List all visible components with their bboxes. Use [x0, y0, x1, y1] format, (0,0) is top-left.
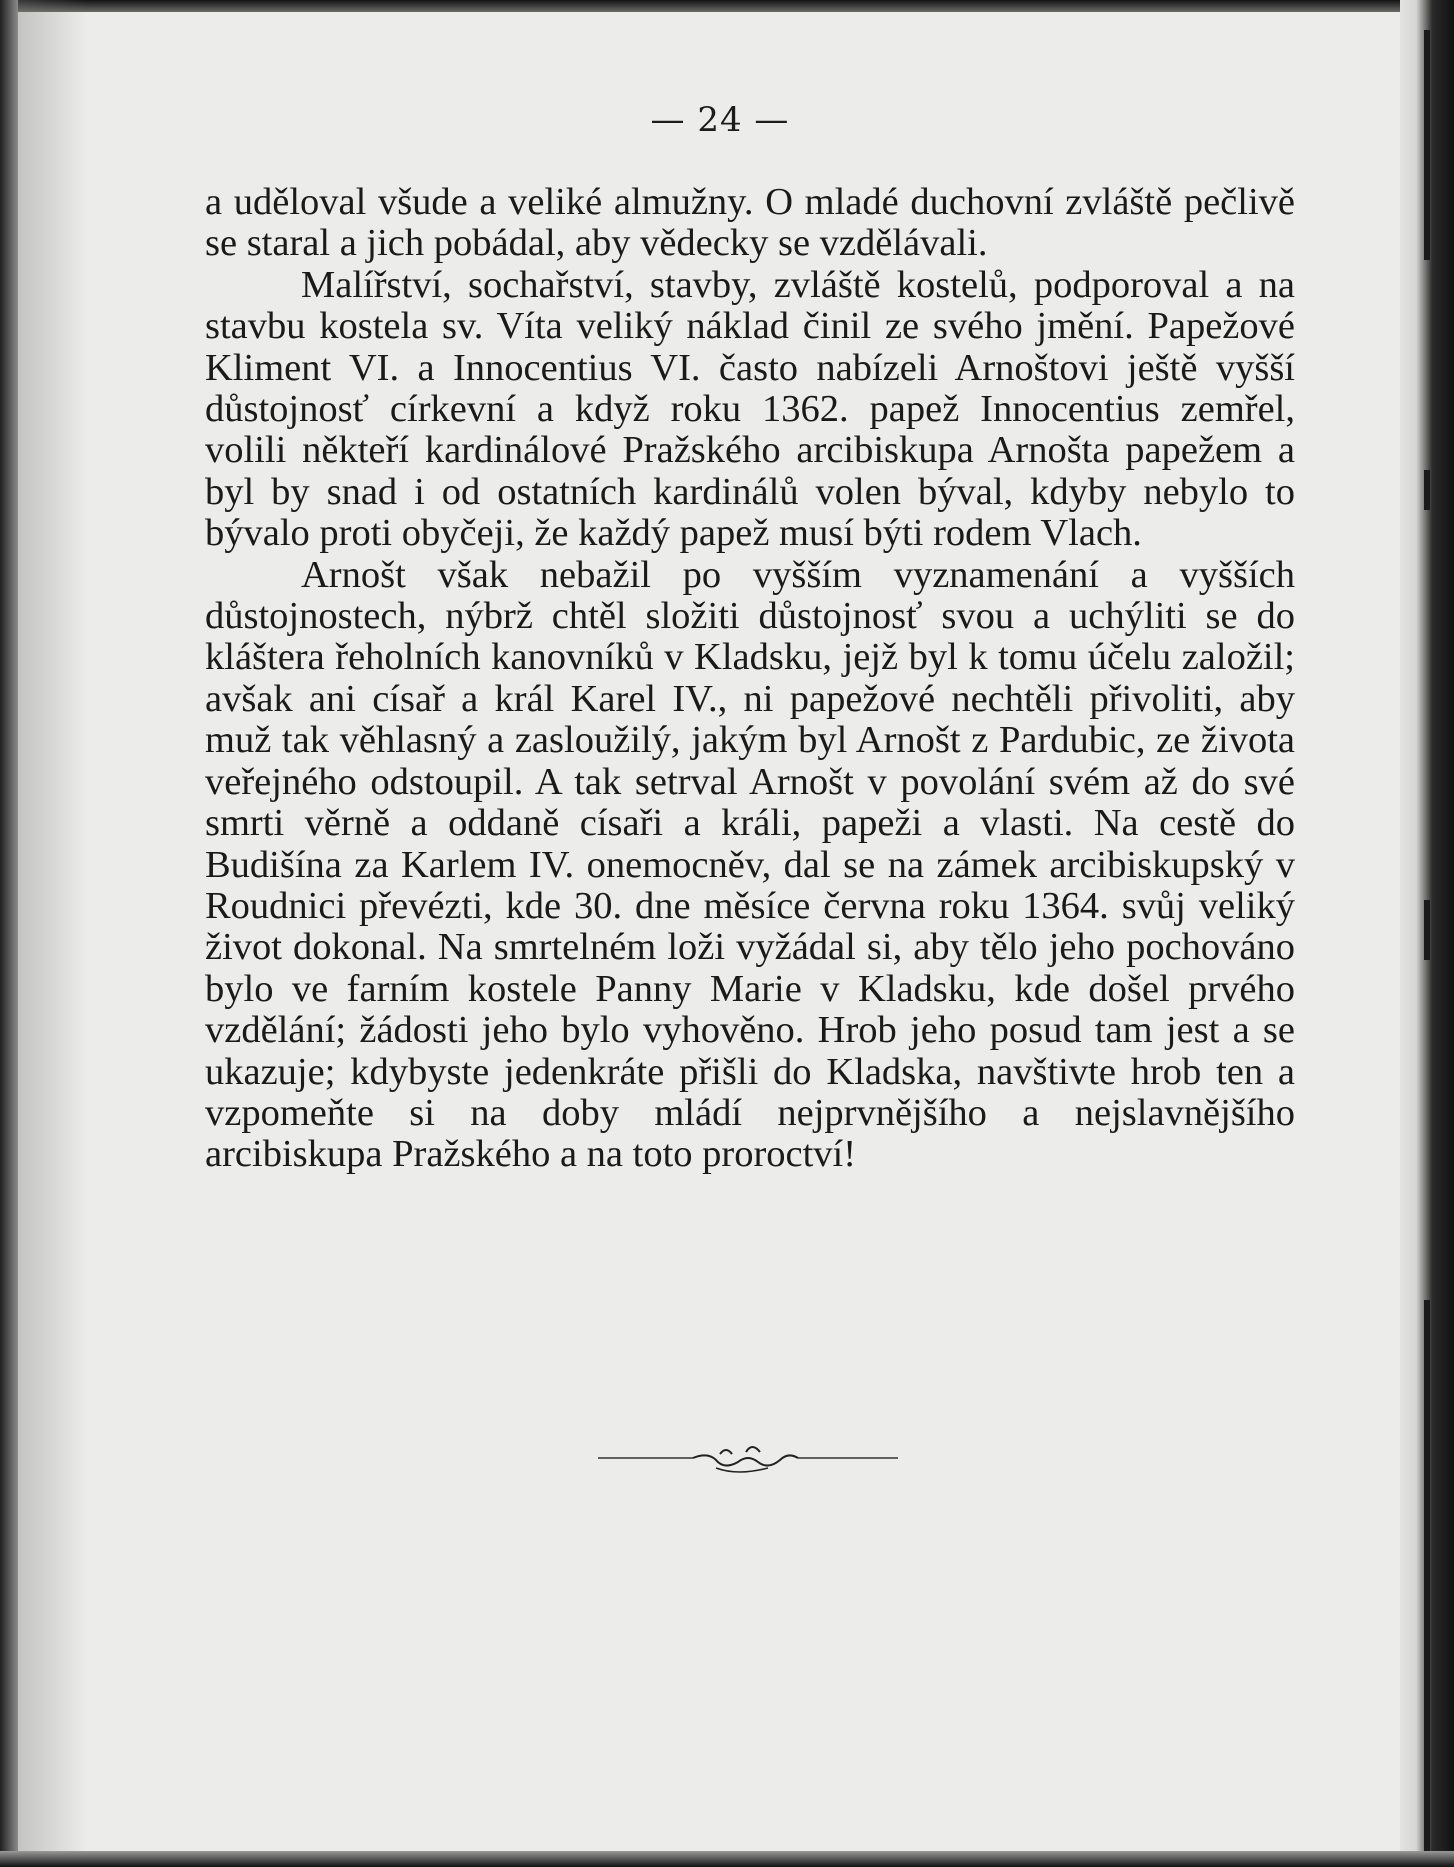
scan-edge-left [0, 0, 18, 1867]
page-shadow [18, 0, 88, 1867]
binding-mark [1424, 30, 1430, 260]
paragraph: Arnošt však nebažil po vyšším vyznamenání a vyšších důstojnostech, nýbrž chtěl složiti důstojnosť svou a uchýliti se do kláštera řeholních kanovníků v Kladsku, jejž byl k tomu účelu založil; avšak ani císař a král Karel IV., ni papežové nechtěli přivoliti, aby muž tak věhlasný a zasloužilý, jakým byl Arnošt z Pardubic, ze života veřejného odstoupil. A tak setrval Arnošt v povolání svém až do své smrti věrně a oddaně císaři a králi, papeži a vlasti. Na cestě do Budišína za Karlem IV. onemocněv, dal se na zámek arcibiskupský v Roudnici převézti, kde 30. dne měsíce června roku 1364. svůj veliký život dokonal. Na smrtelném loži vyžádal si, aby tělo jeho pochováno bylo ve farním kostele Panny Marie v Kladsku, kde došel prvého vzdělání; žádosti jeho bylo vyhověno. Hrob jeho posud tam jest a se ukazuje; kdybyste jedenkráte přišli do Kladska, navštivte hrob ten a vzpomeňte si na doby mládí nejprvnějšího a nejslavnějšího arcibiskupa Pražského a na toto proroctví! [205, 553, 1295, 1176]
scan-edge-bottom [0, 1851, 1454, 1867]
binding-mark [1424, 1300, 1430, 1860]
page-number: — 24 — [650, 100, 790, 140]
binding-mark [1424, 470, 1430, 510]
scan-edge-top [0, 0, 1454, 12]
tailpiece-flourish-icon [598, 1440, 898, 1480]
paragraph: Malířství, sochařství, stavby, zvláště kostelů, podporoval a na stavbu kostela sv. Víta veliký náklad činil ze svého jmění. Papežové Kliment VI. a Innocentius VI. často nabízeli Arnoštovi ještě vyšší důstojnosť církevní a když roku 1362. papež Innocentius zemřel, volili někteří kardinálové Pražského arcibiskupa Arnošta papežem a byl by snad i od ostatních kardinálů volen býval, kdyby nebylo to bývalo proti obyčeji, že každý papež musí býti rodem Vlach. [205, 263, 1295, 555]
binding-mark [1424, 900, 1430, 960]
paragraph: a uděloval všude a veliké almužny. O mladé duchovní zvláště pečlivě se staral a jich pobádal, aby vědecky se vzdělávali. [205, 181, 1295, 265]
body-text [205, 182, 1295, 1176]
